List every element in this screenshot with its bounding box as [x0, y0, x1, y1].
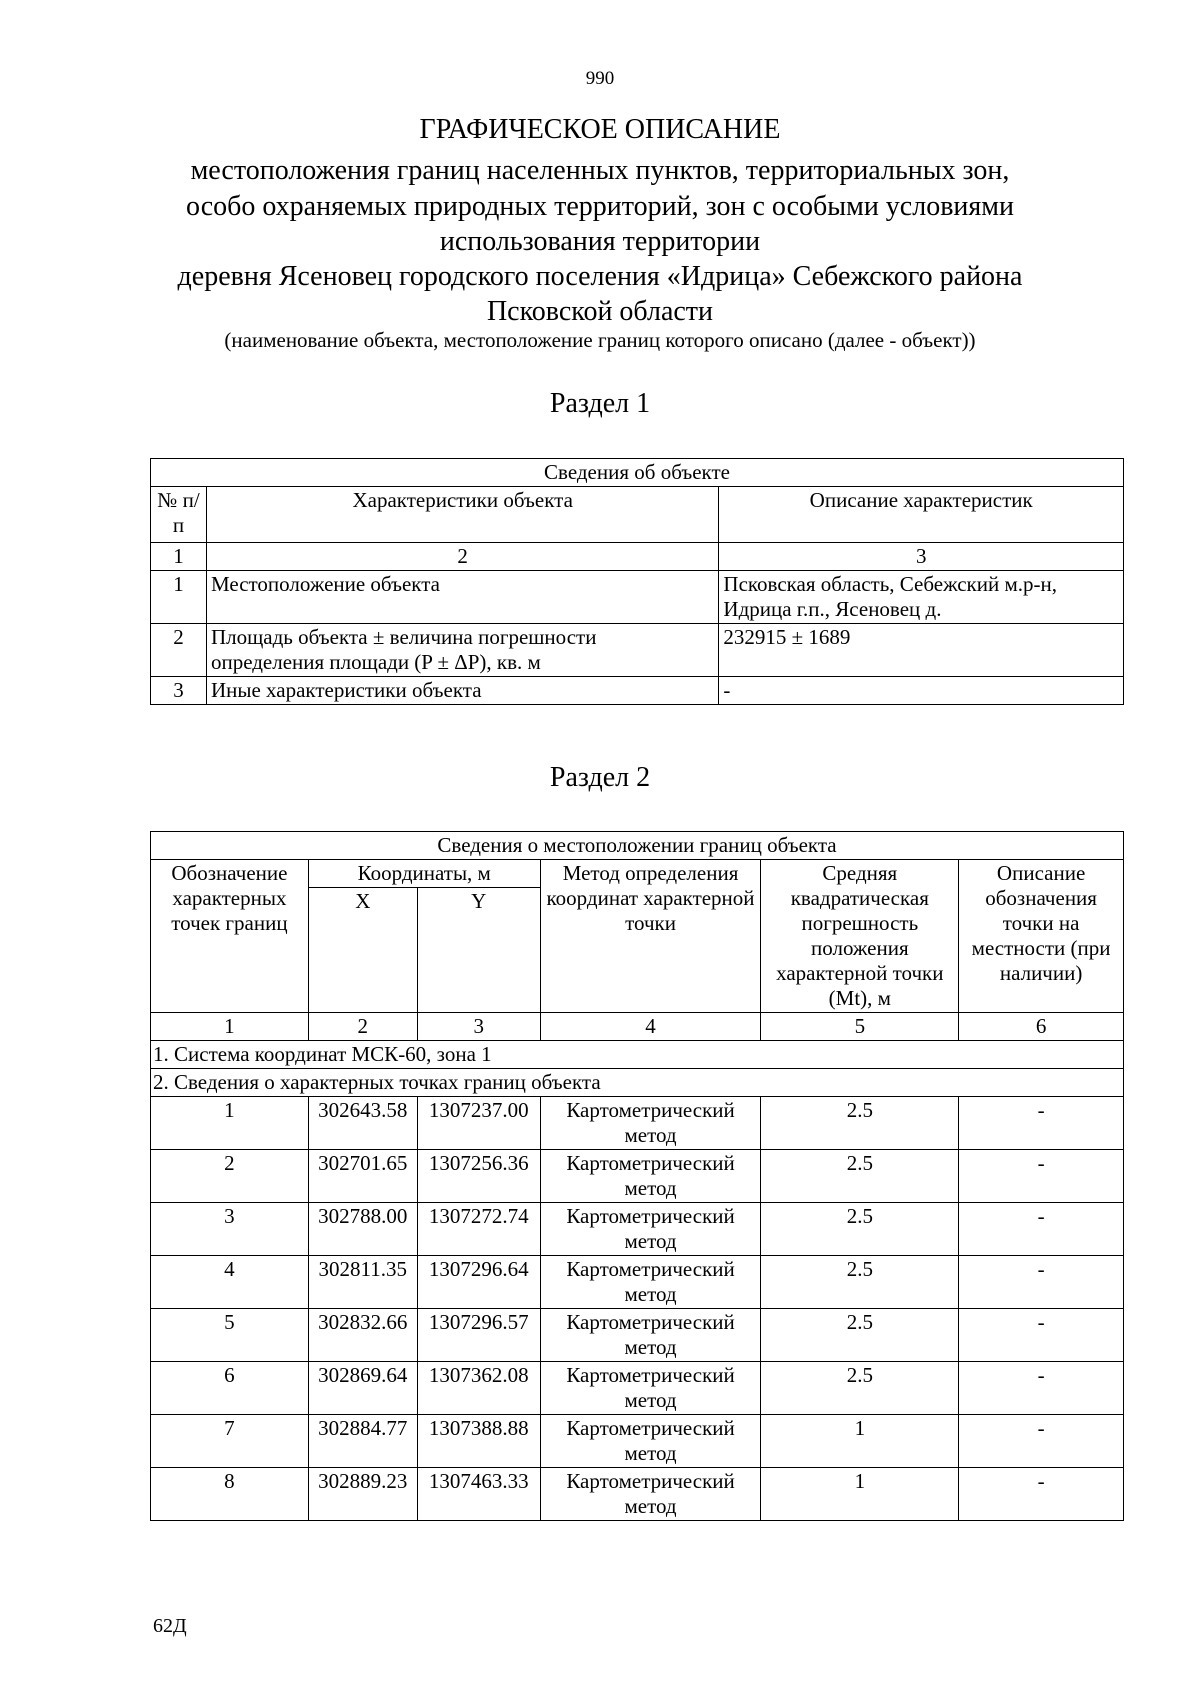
- column-number: 5: [761, 1013, 959, 1041]
- point-y: 1307362.08: [417, 1362, 540, 1415]
- column-number: 3: [417, 1013, 540, 1041]
- column-header-x: X: [308, 888, 417, 1013]
- column-number: 3: [719, 543, 1124, 571]
- point-description: -: [959, 1309, 1124, 1362]
- characteristic-name: Иные характеристики объекта: [206, 677, 718, 705]
- page-number: 990: [585, 68, 615, 89]
- table-caption: Сведения об объекте: [151, 459, 1124, 487]
- table-row: [151, 1309, 1124, 1362]
- point-id: 6: [151, 1362, 309, 1415]
- object-name-caption: (наименование объекта, местоположение границ которого описано (далее - объект)): [224, 328, 976, 352]
- column-number: 6: [959, 1013, 1124, 1041]
- point-x: 302869.64: [308, 1362, 417, 1415]
- point-id: 3: [151, 1203, 309, 1256]
- column-header-mean-error: Средняя квадратическая погрешность положения характерной точки (Mt), м: [761, 860, 959, 1013]
- point-mean-error: 2.5: [761, 1097, 959, 1150]
- point-mean-error: 2.5: [761, 1150, 959, 1203]
- point-id: 5: [151, 1309, 309, 1362]
- point-mean-error: 2.5: [761, 1203, 959, 1256]
- point-description: -: [959, 1256, 1124, 1309]
- points-body: [151, 1097, 1124, 1521]
- point-id: 4: [151, 1256, 309, 1309]
- point-method: Картометрический метод: [540, 1362, 761, 1415]
- point-x: 302811.35: [308, 1256, 417, 1309]
- point-description: -: [959, 1150, 1124, 1203]
- point-id: 2: [151, 1150, 309, 1203]
- table-row: [151, 1415, 1124, 1468]
- document-subtitle-line-2: особо охраняемых природных территорий, зон с особыми условиями: [186, 191, 1014, 222]
- point-id: 7: [151, 1415, 309, 1468]
- table-row: [151, 1256, 1124, 1309]
- table-row: [151, 1203, 1124, 1256]
- point-description: -: [959, 1362, 1124, 1415]
- point-id: 1: [151, 1097, 309, 1150]
- column-number: 1: [151, 1013, 309, 1041]
- point-method: Картометрический метод: [540, 1415, 761, 1468]
- point-mean-error: 2.5: [761, 1309, 959, 1362]
- characteristic-name: Площадь объекта ± величина погрешности определения площади (P ± ΔP), кв. м: [206, 624, 718, 677]
- point-method: Картометрический метод: [540, 1309, 761, 1362]
- characteristic-name: Местоположение объекта: [206, 571, 718, 624]
- row-number: 3: [151, 677, 207, 705]
- point-description: -: [959, 1203, 1124, 1256]
- table-row: [151, 1097, 1124, 1150]
- point-mean-error: 2.5: [761, 1256, 959, 1309]
- point-method: Картометрический метод: [540, 1256, 761, 1309]
- point-method: Картометрический метод: [540, 1097, 761, 1150]
- points-section-label: 2. Сведения о характерных точках границ объекта: [151, 1069, 1124, 1097]
- point-y: 1307272.74: [417, 1203, 540, 1256]
- point-mean-error: 1: [761, 1468, 959, 1521]
- column-header-point-designation: Обозначение характерных точек границ: [151, 860, 309, 1013]
- footer-code: 62Д: [153, 1615, 187, 1637]
- table-row: [151, 1468, 1124, 1521]
- characteristic-value: Псковская область, Себежский м.р-н, Идрица г.п., Ясеновец д.: [719, 571, 1124, 624]
- column-header-characteristics: Характеристики объекта: [206, 487, 718, 543]
- section-2-heading: Раздел 2: [549, 762, 651, 793]
- boundary-points-table: [150, 831, 1124, 1521]
- point-id: 8: [151, 1468, 309, 1521]
- point-description: -: [959, 1097, 1124, 1150]
- column-number: 4: [540, 1013, 761, 1041]
- object-info-table: [150, 458, 1124, 705]
- coordinate-system-row: [151, 1041, 1124, 1069]
- point-y: 1307296.57: [417, 1309, 540, 1362]
- point-x: 302788.00: [308, 1203, 417, 1256]
- point-y: 1307388.88: [417, 1415, 540, 1468]
- column-header-point-description: Описание обозначения точки на местности (при наличии): [959, 860, 1124, 1013]
- point-description: -: [959, 1415, 1124, 1468]
- point-x: 302643.58: [308, 1097, 417, 1150]
- point-mean-error: 2.5: [761, 1362, 959, 1415]
- section-1-heading: Раздел 1: [549, 388, 651, 419]
- characteristic-value: -: [719, 677, 1124, 705]
- column-header-y: Y: [417, 888, 540, 1013]
- document-title: ГРАФИЧЕСКОЕ ОПИСАНИЕ: [419, 114, 781, 145]
- point-method: Картометрический метод: [540, 1203, 761, 1256]
- table-caption-row: [151, 459, 1124, 487]
- point-method: Картометрический метод: [540, 1150, 761, 1203]
- column-numbers-row: [151, 543, 1124, 571]
- object-name-line-1: деревня Ясеновец городского поселения «Идрица» Себежского района: [177, 261, 1023, 292]
- table-row: [151, 624, 1124, 677]
- object-name-line-2: Псковской области: [486, 296, 714, 327]
- point-mean-error: 1: [761, 1415, 959, 1468]
- table-row: [151, 677, 1124, 705]
- point-y: 1307463.33: [417, 1468, 540, 1521]
- point-x: 302832.66: [308, 1309, 417, 1362]
- table-row: [151, 571, 1124, 624]
- table-row: [151, 1362, 1124, 1415]
- column-header-method: Метод определения координат характерной точки: [540, 860, 761, 1013]
- row-number: 1: [151, 571, 207, 624]
- column-header-coordinates: Координаты, м: [308, 860, 540, 888]
- document-subtitle-line-1: местоположения границ населенных пунктов, территориальных зон,: [190, 155, 1010, 186]
- table-header-row: [151, 487, 1124, 543]
- point-y: 1307237.00: [417, 1097, 540, 1150]
- characteristic-value: 232915 ± 1689: [719, 624, 1124, 677]
- column-number: 2: [206, 543, 718, 571]
- table-caption: Сведения о местоположении границ объекта: [151, 832, 1124, 860]
- coordinate-system-label: 1. Система координат МСК-60, зона 1: [151, 1041, 1124, 1069]
- point-x: 302884.77: [308, 1415, 417, 1468]
- row-number: 2: [151, 624, 207, 677]
- column-header-description: Описание характеристик: [719, 487, 1124, 543]
- point-description: -: [959, 1468, 1124, 1521]
- point-x: 302701.65: [308, 1150, 417, 1203]
- column-number: 1: [151, 543, 207, 571]
- point-y: 1307256.36: [417, 1150, 540, 1203]
- table-caption-row: [151, 832, 1124, 860]
- points-subheader-row: [151, 1069, 1124, 1097]
- point-x: 302889.23: [308, 1468, 417, 1521]
- column-number: 2: [308, 1013, 417, 1041]
- table-header-row: [151, 860, 1124, 888]
- table-row: [151, 1150, 1124, 1203]
- document-subtitle-line-3: использования территории: [439, 226, 761, 257]
- point-method: Картометрический метод: [540, 1468, 761, 1521]
- column-header-number: № п/п: [151, 487, 207, 543]
- column-numbers-row: [151, 1013, 1124, 1041]
- point-y: 1307296.64: [417, 1256, 540, 1309]
